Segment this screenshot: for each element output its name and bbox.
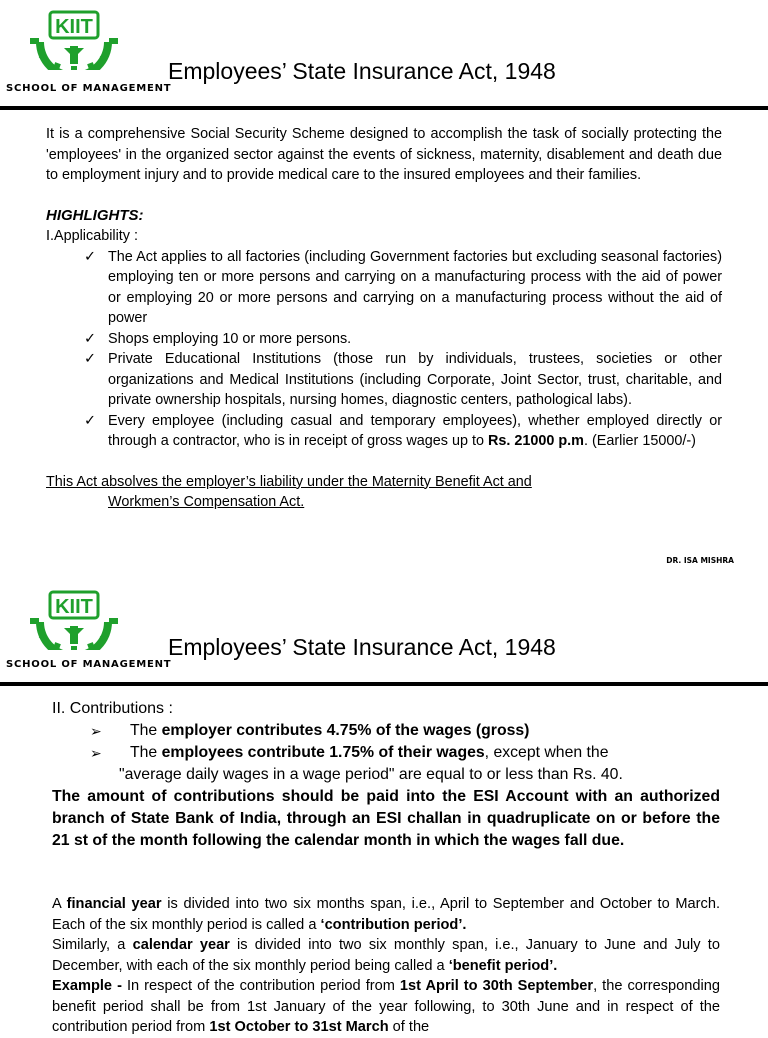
header-divider [0, 682, 768, 686]
author-signature: DR. ISA MISHRA [666, 556, 734, 565]
term-financial-year: financial year [66, 896, 162, 912]
list-item-text: The [130, 722, 162, 739]
list-item-text: Shops employing 10 or more persons. [108, 330, 352, 347]
list-item-text: , except when the [484, 744, 609, 761]
period-range: 1st April to 30th September [399, 978, 594, 994]
period-range: 1st October to 31st March [209, 1019, 389, 1035]
list-item-text: The [130, 744, 162, 761]
term-calendar-year: calendar year [132, 937, 230, 953]
checkmark-icon: ✓ [84, 248, 97, 265]
school-label: SCHOOL OF MANAGEMENT [6, 659, 172, 670]
wage-exception: "average daily wages in a wage period" are equal to or less than Rs. 40. [119, 766, 623, 783]
arrow-bullet-icon: ➢ [90, 723, 102, 739]
slide-title: Employees’ State Insurance Act, 1948 [168, 58, 556, 84]
school-label: SCHOOL OF MANAGEMENT [6, 83, 172, 94]
text: of the [388, 1019, 430, 1035]
contributions-list [52, 720, 720, 764]
checkmark-icon: ✓ [84, 351, 97, 367]
wage-limit: Rs. 21000 p.m [487, 433, 584, 449]
example-paragraph [52, 976, 720, 1038]
checkmark-icon: ✓ [84, 330, 97, 347]
text: In respect of the contribution period from [121, 978, 400, 994]
logo-text: KIIT [55, 16, 93, 38]
checkmark-icon: ✓ [84, 412, 97, 429]
list-item [84, 349, 722, 411]
list-item-text: Every employee (including casual and temporary employees), whether employed directly or through a contractor, who is in receipt of gross wages up to [108, 412, 722, 449]
employee-rate: employees contribute 1.75% of their wages [161, 744, 485, 761]
absolve-note-cont: Workmen’s Compensation Act. [108, 494, 305, 510]
list-item [84, 247, 722, 329]
applicability-heading: I.Applicability : [46, 228, 138, 244]
example-label: Example - [52, 978, 122, 994]
text: Similarly, a [52, 937, 133, 953]
applicability-list [46, 247, 722, 452]
header-divider [0, 106, 768, 110]
periods-section [52, 894, 720, 1038]
text: is divided into two six months span, i.e., April to September and October to March. Each of the six monthly period is called a [52, 896, 720, 933]
list-item-text: Private Educational Institutions (those run by individuals, trustees, societies or other organizations and Medical Institutions (including Corporate, Joint Sector, trust, charitable, and private ownership hospitals, nursing homes, diagnostic centers, pathological labs). [108, 351, 722, 408]
term-benefit-period: ‘benefit period’. [448, 957, 558, 974]
logo-text: KIIT [55, 596, 93, 618]
term-contribution-period: ‘contribution period’. [320, 916, 467, 933]
list-item [90, 720, 720, 742]
list-item [90, 742, 720, 764]
list-item [84, 329, 722, 350]
list-item [84, 411, 722, 452]
kiit-logo-icon [30, 588, 118, 650]
text: is divided into two six monthly span, i.e., January to June and July to December, with each of the six monthly period being called a [52, 937, 720, 974]
text: , the corresponding benefit period shall be from 1st January of the year following, to 30th June and in respect of the contribution period from [52, 978, 720, 1035]
employer-rate: employer contributes 4.75% of the wages (gross) [161, 722, 530, 739]
slide-title: Employees’ State Insurance Act, 1948 [168, 634, 556, 660]
kiit-logo-icon [30, 8, 118, 70]
slide-1-body [46, 124, 722, 513]
financial-year-paragraph [52, 894, 720, 935]
calendar-year-paragraph [52, 935, 720, 976]
intro-paragraph: It is a comprehensive Social Security Scheme designed to accomplish the task of socially protecting the 'employees' in the organized sector against the events of sickness, maternity, disablement and death due to employment injury and to provide medical care to the insured employees and their families. [46, 126, 722, 183]
absolve-note: This Act absolves the employer’s liability under the Maternity Benefit Act and [46, 473, 532, 490]
contributions-section [52, 698, 720, 852]
contributions-heading: II. Contributions : [52, 700, 173, 717]
arrow-bullet-icon: ➢ [90, 745, 102, 761]
list-item-text: The Act applies to all factories (including Government factories but excluding seasonal factories) employing ten or more persons and carrying on a manufacturing process with the aid of power or employing 20 or more persons and carrying on a manufacturing process without the aid of power [108, 248, 722, 326]
text: A [52, 896, 67, 912]
list-item-text: . (Earlier 15000/-) [583, 433, 696, 449]
highlights-heading: HIGHLIGHTS: [46, 206, 144, 224]
payment-paragraph: The amount of contributions should be paid into the ESI Account with an authorized branch of State Bank of India, through an ESI challan in quadruplicate on or before the 21 st of the month following the calendar month in which the wages fall due. [52, 788, 720, 849]
